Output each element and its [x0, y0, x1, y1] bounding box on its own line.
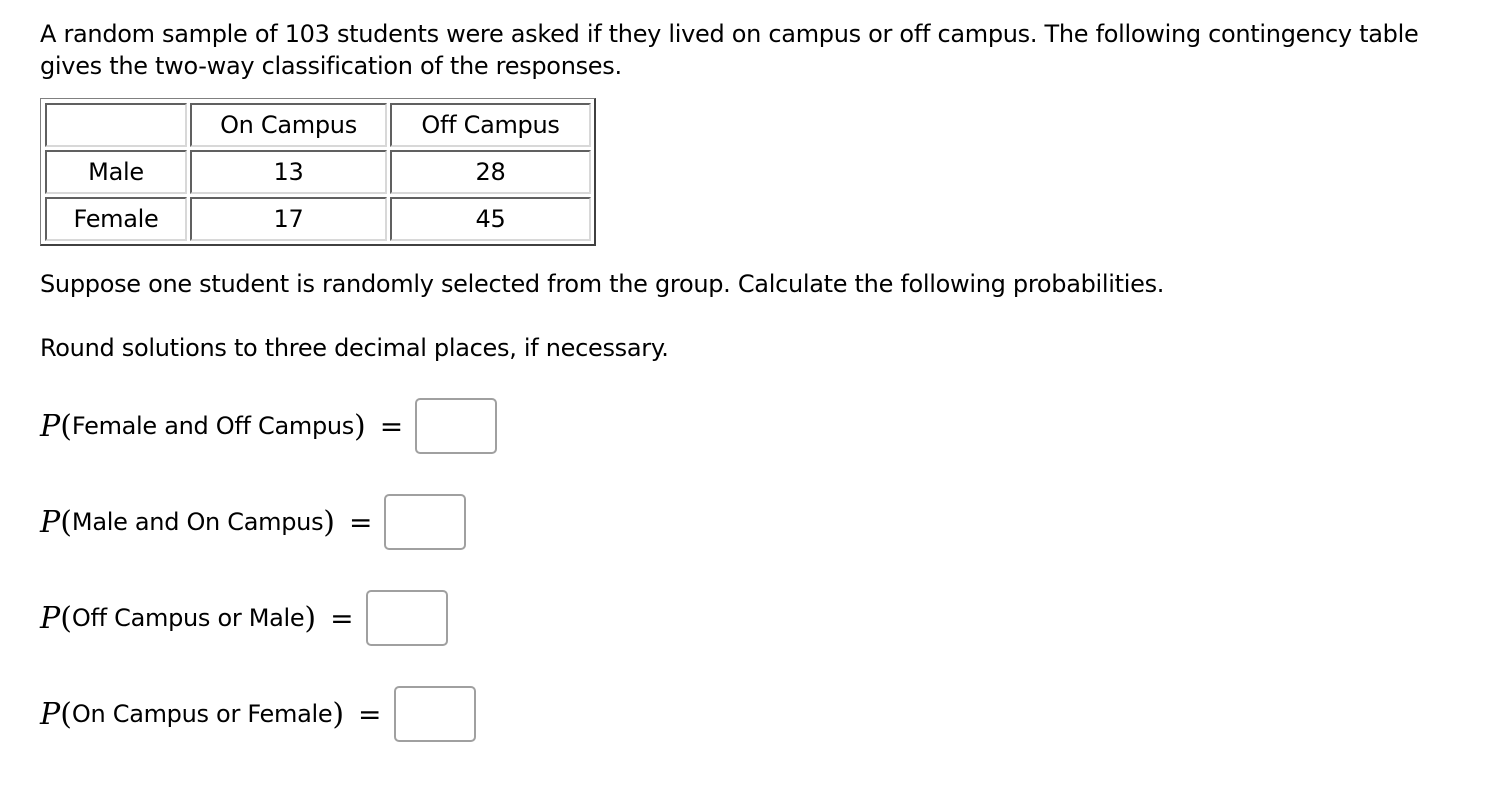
- table-header-cell: [45, 103, 187, 147]
- rounding-instruction: Round solutions to three decimal places, if necessary.: [40, 334, 669, 362]
- question-container: [40, 18, 1460, 743]
- close-paren: ): [354, 408, 366, 444]
- equals-sign: =: [379, 409, 404, 443]
- probability-symbol: P: [40, 408, 61, 444]
- event-label: Off Campus or Male: [71, 604, 305, 632]
- table-cell: 28: [390, 150, 591, 194]
- contingency-table-frame: [40, 98, 596, 246]
- answer-input-on-campus-or-female[interactable]: [394, 686, 476, 742]
- equals-sign: =: [349, 505, 373, 539]
- close-paren: ): [304, 600, 317, 636]
- probability-row-male-on-campus: [40, 493, 1460, 551]
- answer-input-off-campus-or-male[interactable]: [366, 590, 448, 646]
- table-header-cell: On Campus: [190, 103, 387, 147]
- table-header-cell: Off Campus: [390, 103, 591, 147]
- probability-symbol: P: [40, 696, 61, 732]
- open-paren: (: [60, 696, 72, 732]
- table-cell: 13: [190, 150, 387, 194]
- event-label: On Campus or Female: [71, 700, 333, 728]
- probability-symbol: P: [40, 504, 61, 540]
- event-label: Female and Off Campus: [71, 412, 355, 440]
- probability-row-on-campus-or-female: [40, 685, 1460, 743]
- probability-row-off-campus-or-male: [40, 589, 1460, 647]
- contingency-table: [42, 100, 594, 244]
- answer-input-male-on-campus[interactable]: [384, 494, 466, 550]
- answer-input-female-off-campus[interactable]: [415, 398, 497, 454]
- instruction-text: Suppose one student is randomly selected from the group. Calculate the following probabilities.: [40, 270, 1165, 298]
- probability-symbol: P: [40, 600, 61, 636]
- table-cell: 17: [190, 197, 387, 241]
- table-header-row: [45, 103, 591, 147]
- table-row-label: Male: [45, 150, 187, 194]
- close-paren: ): [323, 504, 336, 540]
- table-row: [45, 150, 591, 194]
- table-row-label: Female: [45, 197, 187, 241]
- event-label: Male and On Campus: [71, 508, 324, 536]
- question-intro: A random sample of 103 students were asked if they lived on campus or off campus. The following contingency table gives the two-way classification of the responses.: [40, 20, 1419, 80]
- equals-sign: =: [330, 601, 354, 635]
- close-paren: ): [332, 696, 345, 732]
- open-paren: (: [60, 408, 72, 444]
- equals-sign: =: [358, 697, 382, 731]
- open-paren: (: [60, 504, 72, 540]
- open-paren: (: [60, 600, 72, 636]
- table-cell: 45: [390, 197, 591, 241]
- probability-row-female-off-campus: [40, 397, 1460, 455]
- table-row: [45, 197, 591, 241]
